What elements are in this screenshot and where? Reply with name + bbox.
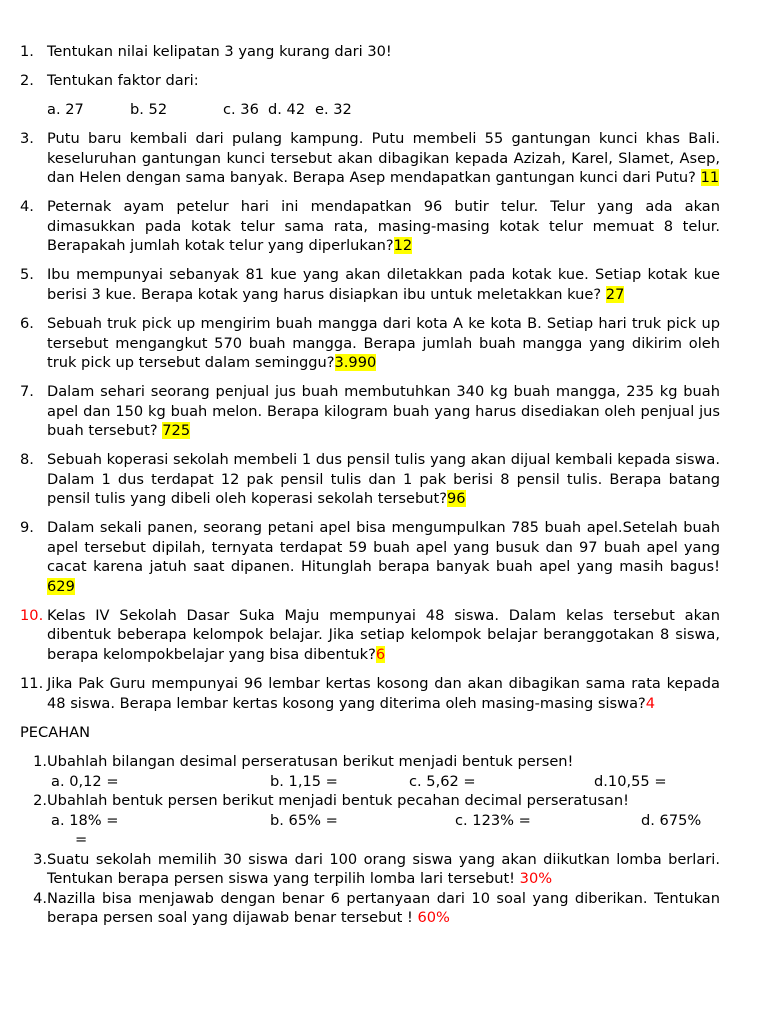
question-number: 4. <box>20 198 34 216</box>
faktor-options <box>20 100 720 120</box>
answer-highlight: 6 <box>375 645 386 663</box>
question-2 <box>20 71 720 91</box>
answer-highlight: 11 <box>700 169 720 187</box>
pecahan-question-3 <box>20 850 720 889</box>
question-text: Tentukan nilai kelipatan 3 yang kurang dari 30! <box>47 43 392 60</box>
pecahan-question-2 <box>20 791 720 811</box>
question-number: 2. <box>20 72 34 90</box>
section-title-pecahan: PECAHAN <box>20 723 91 741</box>
sub-option: a. 18% = <box>51 811 119 829</box>
pecahan-sub1-row <box>20 772 720 792</box>
pecahan-question-4 <box>20 889 720 928</box>
question-number: 4. <box>33 889 47 907</box>
question-8 <box>20 450 720 509</box>
faktor-option: b. 52 <box>130 101 168 119</box>
question-number: 3. <box>20 130 34 148</box>
question-number: 3. <box>33 850 47 868</box>
question-10 <box>20 606 720 665</box>
question-9 <box>20 518 720 596</box>
question-1 <box>20 42 720 62</box>
question-number: 10. <box>20 606 44 624</box>
sub-option: d.10,55 = <box>594 772 667 790</box>
faktor-option: c. 36 <box>223 101 259 119</box>
question-11 <box>20 674 720 713</box>
answer-text: 60% <box>417 909 450 927</box>
pecahan-sub2-row <box>20 811 720 831</box>
question-text: Nazilla bisa menjawab dengan benar 6 pertanyaan dari 10 soal yang diberikan. Tentukan berapa persen soal yang dijawab benar tersebut ! <box>47 889 720 927</box>
question-number: 8. <box>20 451 34 469</box>
question-7 <box>20 382 720 441</box>
sub-option-continuation: = <box>75 831 88 849</box>
question-number: 1. <box>20 43 34 60</box>
question-text: Sebuah koperasi sekolah membeli 1 dus pensil tulis yang akan dijual kembali kepada siswa. Dalam 1 dus terdapat 12 pak pensil tulis dan 1 pak berisi 8 pensil tulis. Berapa batang pensil tulis yang dibeli oleh koperasi sekolah tersebut? <box>47 451 720 508</box>
question-number: 9. <box>20 519 34 537</box>
question-5 <box>20 265 720 304</box>
answer-highlight: 725 <box>162 422 191 440</box>
question-text: Ubahlah bilangan desimal perseratusan berikut menjadi bentuk persen! <box>47 753 574 771</box>
answer-highlight: 27 <box>605 285 625 303</box>
question-text: Dalam sehari seorang penjual jus buah membutuhkan 340 kg buah mangga, 235 kg buah apel dan 150 kg buah melon. Berapa kilogram buah yang harus disediakan oleh penjual jus buah tersebut? <box>47 383 720 440</box>
question-text: Dalam sekali panen, seorang petani apel bisa mengumpulkan 785 buah apel.Setelah buah apel tersebut dipilah, ternyata terdapat 59 buah apel yang busuk dan 97 buah apel yang cacat karena jatuh saat dipanen. Hitunglah berapa banyak buah apel yang masih bagus! <box>47 519 720 576</box>
question-number: 6. <box>20 315 34 333</box>
question-3 <box>20 129 720 188</box>
faktor-option: a. 27 <box>47 101 84 119</box>
question-text: Sebuah truk pick up mengirim buah mangga dari kota A ke kota B. Setiap hari truk pick up tersebut mengangkut 570 buah mangga. Berapa jumlah buah mangga yang dikirim oleh truk pick up tersebut dalam seminggu? <box>47 315 720 372</box>
question-text: Peternak ayam petelur hari ini mendapatkan 96 butir telur. Telur yang ada akan dimasukkan pada kotak telur sama rata, masing-masing kotak telur memuat 8 telur. Berapakah jumlah kotak telur yang diperlukan? <box>47 198 720 255</box>
answer-highlight: 3.990 <box>334 354 377 372</box>
pecahan-sub2-wrap <box>20 830 720 850</box>
sub-option: b. 65% = <box>270 811 338 829</box>
sub-option: c. 123% = <box>455 811 531 829</box>
sub-option: d. 675% <box>641 811 702 829</box>
sub-option: b. 1,15 = <box>270 772 338 790</box>
question-number: 1. <box>33 753 47 771</box>
answer-highlight: 12 <box>393 237 413 255</box>
sub-option: a. 0,12 = <box>51 772 119 790</box>
question-text: Ubahlah bentuk persen berikut menjadi bentuk pecahan decimal perseratusan! <box>47 792 629 810</box>
faktor-option: d. 42 <box>268 101 306 119</box>
question-text: Suatu sekolah memilih 30 siswa dari 100 orang siswa yang akan diikutkan lomba berlari. Tentukan berapa persen siswa yang terpilih lomba lari tersebut! <box>47 850 720 888</box>
question-number: 7. <box>20 383 34 401</box>
question-6 <box>20 314 720 373</box>
answer-text: 30% <box>519 870 553 888</box>
question-text: Jika Pak Guru mempunyai 96 lembar kertas kosong dan akan dibagikan sama rata kepada 48 siswa. Berapa lembar kertas kosong yang diterima oleh masing-masing siswa? <box>47 675 720 712</box>
question-4 <box>20 197 720 256</box>
question-text: Putu baru kembali dari pulang kampung. Putu membeli 55 gantungan kunci khas Bali. keseluruhan gantungan kunci tersebut akan dibagikan kepada Azizah, Karel, Slamet, Asep, dan Helen dengan sama banyak. Berapa Asep mendapatkan gantungan kunci dari Putu? <box>47 130 720 187</box>
faktor-option: e. 32 <box>315 101 352 119</box>
answer-highlight: 629 <box>47 577 75 595</box>
pecahan-question-1 <box>20 752 720 772</box>
answer-text: 4 <box>645 694 656 712</box>
question-number: 11. <box>20 675 44 693</box>
question-number: 2. <box>33 792 47 810</box>
question-text: Kelas IV Sekolah Dasar Suka Maju mempunyai 48 siswa. Dalam kelas tersebut akan dibentuk beberapa kelompok belajar. Jika setiap kelompok belajar beranggotakan 8 siswa, berapa kelompokbelajar yang bisa dibentuk? <box>47 606 720 663</box>
question-text: Tentukan faktor dari: <box>47 72 199 90</box>
question-number: 5. <box>20 266 34 284</box>
answer-highlight: 96 <box>447 490 466 508</box>
sub-option: c. 5,62 = <box>409 772 476 790</box>
question-text: Ibu mempunyai sebanyak 81 kue yang akan diletakkan pada kotak kue. Setiap kotak kue berisi 3 kue. Berapa kotak yang harus disiapkan ibu untuk meletakkan kue? <box>47 266 720 303</box>
